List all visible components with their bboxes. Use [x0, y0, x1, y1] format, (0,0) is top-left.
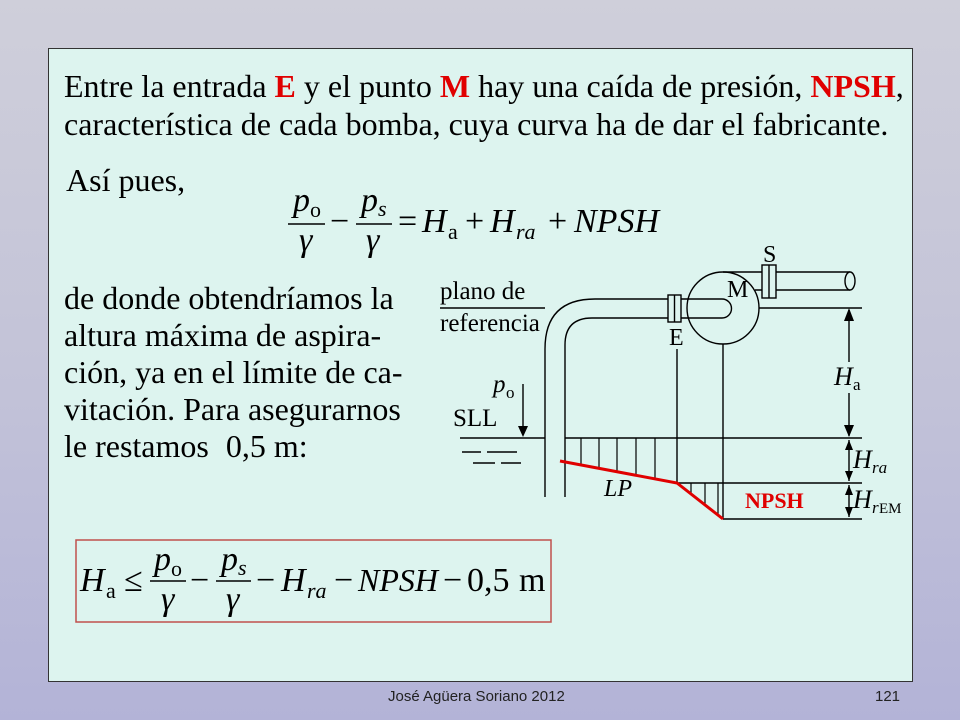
inlet-point-label: E: [274, 68, 296, 104]
formula-frac1-denominator: γ: [161, 581, 175, 618]
formula-frac2-subscript: s: [238, 555, 247, 580]
formula-minus-sign: −: [190, 562, 210, 599]
formula-minus-sign: −: [443, 562, 463, 599]
dim-pipe-loss-subscript: ra: [872, 458, 888, 477]
paragraph-line: vitación. Para asegurarnos: [64, 391, 401, 427]
reference-label-line-1: plano de: [440, 278, 526, 305]
eq-frac1-numerator: p: [293, 182, 310, 219]
pressure-loss-line: [560, 461, 723, 519]
dim-inlet-loss-base: H: [853, 485, 872, 514]
eq-term1-subscript: a: [448, 219, 458, 244]
formula-unit: m: [519, 562, 546, 599]
npsh-label: NPSH: [745, 488, 804, 513]
dim-suction-height-base: H: [834, 362, 853, 391]
formula-frac2-numerator: p: [221, 541, 238, 578]
pump-label: M: [727, 277, 749, 303]
pressure-label-subscript: o: [506, 383, 515, 402]
eq-plus-sign: +: [465, 203, 485, 240]
surface-label: SLL: [453, 405, 498, 432]
paragraph-last-text: le restamos: [64, 428, 209, 464]
formula-term1-subscript: ra: [307, 578, 327, 603]
dim-inlet-loss-subscript-r: r: [872, 498, 879, 517]
eq-term3: NPSH: [574, 203, 659, 240]
eq-frac1-denominator: γ: [299, 222, 313, 259]
paragraph-line: altura máxima de aspira-: [64, 317, 382, 353]
dim-pipe-loss-base: H: [853, 445, 872, 474]
eq-frac2-subscript: s: [378, 196, 387, 221]
formula-frac1-numerator: p: [154, 541, 171, 578]
npsh-highlight: NPSH: [810, 68, 896, 104]
dim-suction-height-subscript: a: [853, 375, 861, 394]
formula-npsh: NPSH: [358, 562, 438, 598]
footer-page-number: 121: [875, 688, 901, 705]
outlet-label: S: [763, 242, 777, 268]
arrow-up-icon: [845, 485, 853, 495]
eq-term2-subscript: ra: [516, 219, 536, 244]
formula-lhs-subscript: a: [106, 578, 116, 603]
loss-line-label: LP: [604, 476, 633, 502]
pump-point-label: M: [439, 68, 471, 104]
pressure-label-base: p: [493, 371, 506, 398]
dim-inlet-loss-subscript-em: EM: [879, 501, 902, 517]
intro-line-1-part-4: ,: [895, 68, 904, 104]
reference-label-line-2: referencia: [440, 310, 540, 337]
formula-minus-sign: −: [334, 562, 354, 599]
result-formula: [76, 540, 551, 622]
intro-line-1-part-1: Entre la entrada: [64, 68, 275, 104]
inlet-label: E: [669, 325, 684, 351]
intro-line-1-part-3: hay una caída de presión,: [470, 68, 811, 104]
eq-equals-sign: =: [398, 203, 418, 240]
eq-frac2-numerator: p: [361, 182, 378, 219]
arrow-up-icon: [845, 440, 853, 450]
formula-frac2-denominator: γ: [226, 581, 240, 618]
paragraph-line: de donde obtendríamos la: [64, 280, 394, 316]
arrow-down-icon: [844, 425, 854, 437]
intro-line-3: Así pues,: [66, 162, 186, 198]
discharge-pipe-end: [845, 272, 855, 290]
suction-pipe-inner-wall: [565, 318, 722, 497]
suction-diagram: [440, 242, 902, 519]
paragraph-line: ción, ya en el límite de ca-: [64, 354, 403, 390]
eq-frac1-subscript: o: [310, 197, 321, 222]
arrow-down-icon: [845, 507, 853, 517]
formula-term1-base: H: [281, 562, 306, 599]
eq-term2-base: H: [490, 203, 515, 240]
suction-pipe-outer-wall: [545, 299, 722, 497]
pressure-arrow-head: [518, 426, 528, 437]
formula-minus-sign: −: [256, 562, 276, 599]
formula-value: 0,5: [467, 562, 510, 599]
formula-lhs-base: H: [80, 562, 105, 599]
eq-plus-sign: +: [548, 203, 568, 240]
arrow-up-icon: [844, 308, 854, 321]
eq-minus-sign: −: [330, 203, 350, 240]
arrow-down-icon: [845, 471, 853, 481]
footer-author: José Agüera Soriano 2012: [388, 688, 565, 705]
formula-frac1-subscript: o: [171, 556, 182, 581]
eq-term1-base: H: [422, 203, 447, 240]
eq-frac2-denominator: γ: [366, 222, 380, 259]
main-equation: [288, 182, 661, 259]
intro-line-2: característica de cada bomba, cuya curva ha de dar el fabricante.: [64, 106, 889, 142]
intro-line-1-part-2: y el punto: [295, 68, 440, 104]
formula-relation: ≤: [124, 562, 143, 599]
paragraph-last-value: 0,5 m:: [225, 428, 308, 464]
